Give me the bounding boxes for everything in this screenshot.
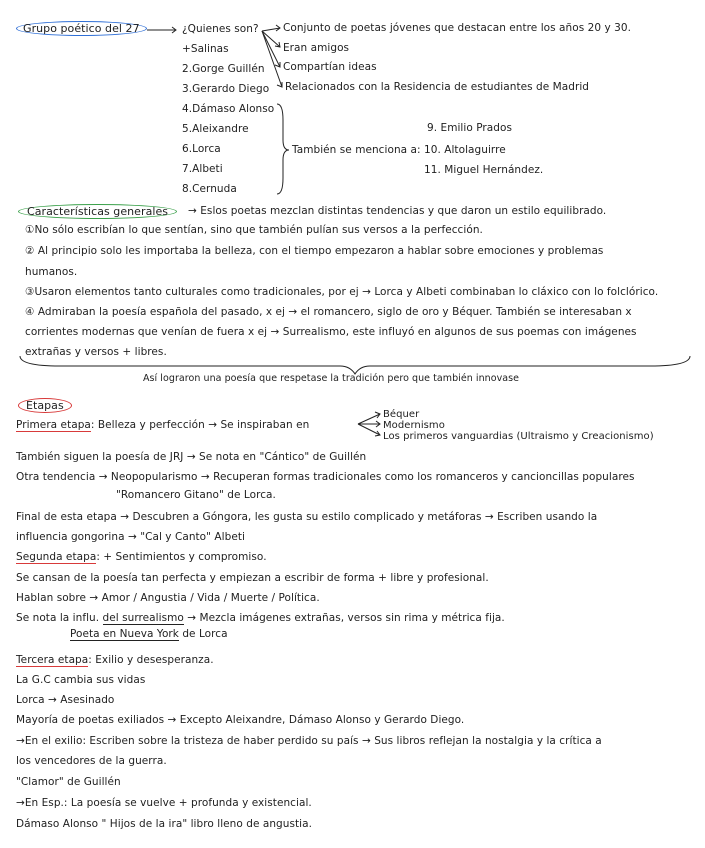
branch-vanguardias: Los primeros vanguardias (Ultraismo y Creacionismo)	[383, 431, 654, 442]
etapa3-line-7: →En Esp.: La poesía se vuelve + profunda y existencial.	[16, 797, 312, 809]
section1-title-text: Grupo poético del 27	[16, 21, 147, 36]
segunda-etapa-line	[16, 551, 267, 564]
member-4: 4.Dámaso Alonso	[182, 103, 275, 115]
point-2-cont: humanos.	[25, 266, 78, 278]
also-mentioned-label: También se menciona a:	[292, 144, 421, 156]
etapa3-line-5: los vencedores de la guerra.	[16, 755, 167, 767]
etapa3-line-3: Mayoría de poetas exiliados → Excepto Aleixandre, Dámaso Alonso y Gerardo Diego.	[16, 714, 465, 726]
trait-1: Conjunto de poetas jóvenes que destacan entre los años 20 y 30.	[283, 22, 631, 34]
point-2: ② Al principio solo les importaba la belleza, con el tiempo empezaron a hablar sobre emociones y problemas	[25, 245, 604, 257]
surreal-prefix: Se nota la influ.	[16, 612, 103, 624]
section3-title-text: Etapas	[18, 398, 72, 413]
member-1: +Salinas	[182, 43, 229, 55]
section2-title-text: Características generales	[18, 204, 177, 219]
member-8: 8.Cernuda	[182, 183, 237, 195]
point-3: ③Usaron elementos tanto culturales como tradicionales, por ej → Lorca y Albeti combinaban lo cláxico con lo folclórico.	[25, 286, 659, 298]
primera-etapa-text: : Belleza y perfección → Se inspiraban en	[90, 419, 310, 431]
etapa3-line-6: "Clamor" de Guillén	[16, 776, 121, 788]
poeta-nueva-york-title: Poeta en Nueva York	[70, 628, 179, 640]
tercera-etapa-line	[16, 654, 214, 667]
section1-title	[16, 22, 147, 35]
point-1: ①No sólo escribían lo que sentían, sino que también pulían sus versos a la perfección.	[25, 224, 483, 236]
point-4: ④ Admiraban la poesía española del pasado, x ej → el romancero, siglo de oro y Béquer. También se interesaban x	[25, 306, 632, 318]
etapa1-line-5: influencia gongorina → "Cal y Canto" Albeti	[16, 531, 245, 543]
tercera-etapa-text: : Exilio y desesperanza.	[88, 654, 214, 666]
section2-summary: Así lograron una poesía que respetase la tradición pero que también innovase	[143, 373, 520, 384]
also-member-11: 11. Miguel Hernández.	[424, 164, 544, 176]
etapa1-line-1: También siguen la poesía de JRJ → Se nota en "Cántico" de Guillén	[16, 451, 367, 463]
branch-modernismo: Modernismo	[383, 420, 445, 431]
branch-bequer: Béquer	[383, 409, 420, 420]
member-2: 2.Gorge Guillén	[182, 63, 265, 75]
member-3: 3.Gerardo Diego	[182, 83, 270, 95]
section2-title	[18, 205, 177, 218]
segunda-etapa-text: : + Sentimientos y compromiso.	[96, 551, 267, 563]
etapa1-romancero: "Romancero Gitano" de Lorca.	[116, 489, 276, 501]
etapa2-line-2: Hablan sobre → Amor / Angustia / Vida / Muerte / Política.	[16, 592, 320, 604]
trait-2: Eran amigos	[283, 42, 350, 54]
surreal-suffix: → Mezcla imágenes extrañas, versos sin rima y métrica fija.	[183, 612, 505, 624]
section3-title	[18, 399, 72, 412]
etapa2-surrealismo-line	[16, 612, 505, 625]
also-member-9: 9. Emilio Prados	[427, 122, 512, 134]
etapa2-line-1: Se cansan de la poesía tan perfecta y empiezan a escribir de forma + libre y profesional.	[16, 572, 489, 584]
primera-etapa-label: Primera etapa	[16, 419, 91, 431]
member-5: 5.Aleixandre	[182, 123, 249, 135]
who-question: ¿Quienes son?	[182, 23, 259, 35]
section2-intro: → Eslos poetas mezclan distintas tendencias y que daron un estilo equilibrado.	[188, 205, 607, 217]
tercera-etapa-label: Tercera etapa	[16, 654, 89, 666]
etapa1-line-4: Final de esta etapa → Descubren a Góngora, les gusta su estilo complicado y metáforas → Escriben usando la	[16, 511, 598, 523]
trait-3: Compartían ideas	[283, 61, 377, 73]
point-4-cont2: extrañas y versos + libres.	[25, 346, 167, 358]
etapa1-line-2: Otra tendencia → Neopopularismo → Recuperan formas tradicionales como los romanceros y cancioncillas populares	[16, 471, 635, 483]
also-member-10: 10. Altolaguirre	[424, 144, 506, 156]
poeta-nueva-york-line	[70, 628, 228, 641]
member-6: 6.Lorca	[182, 143, 221, 155]
etapa3-line-2: Lorca → Asesinado	[16, 694, 115, 706]
etapa3-line-4: →En el exilio: Escriben sobre la tristeza de haber perdido su país → Sus libros reflejan la nostalgia y la crítica a	[16, 735, 602, 747]
point-4-cont: corrientes modernas que venían de fuera x ej → Surrealismo, este influyó en algunos de sus poemas con imágenes	[25, 326, 637, 338]
segunda-etapa-label: Segunda etapa	[16, 551, 97, 563]
member-7: 7.Albeti	[182, 163, 223, 175]
primera-etapa-line	[16, 419, 309, 432]
etapa3-line-1: La G.C cambia sus vidas	[16, 674, 146, 686]
etapa3-line-8: Dámaso Alonso " Hijos de la ira" libro lleno de angustia.	[16, 818, 312, 830]
trait-4: Relacionados con la Residencia de estudiantes de Madrid	[285, 81, 590, 93]
poeta-nueva-york-author: de Lorca	[178, 628, 228, 640]
surreal-underlined: del surrealismo	[102, 612, 184, 624]
